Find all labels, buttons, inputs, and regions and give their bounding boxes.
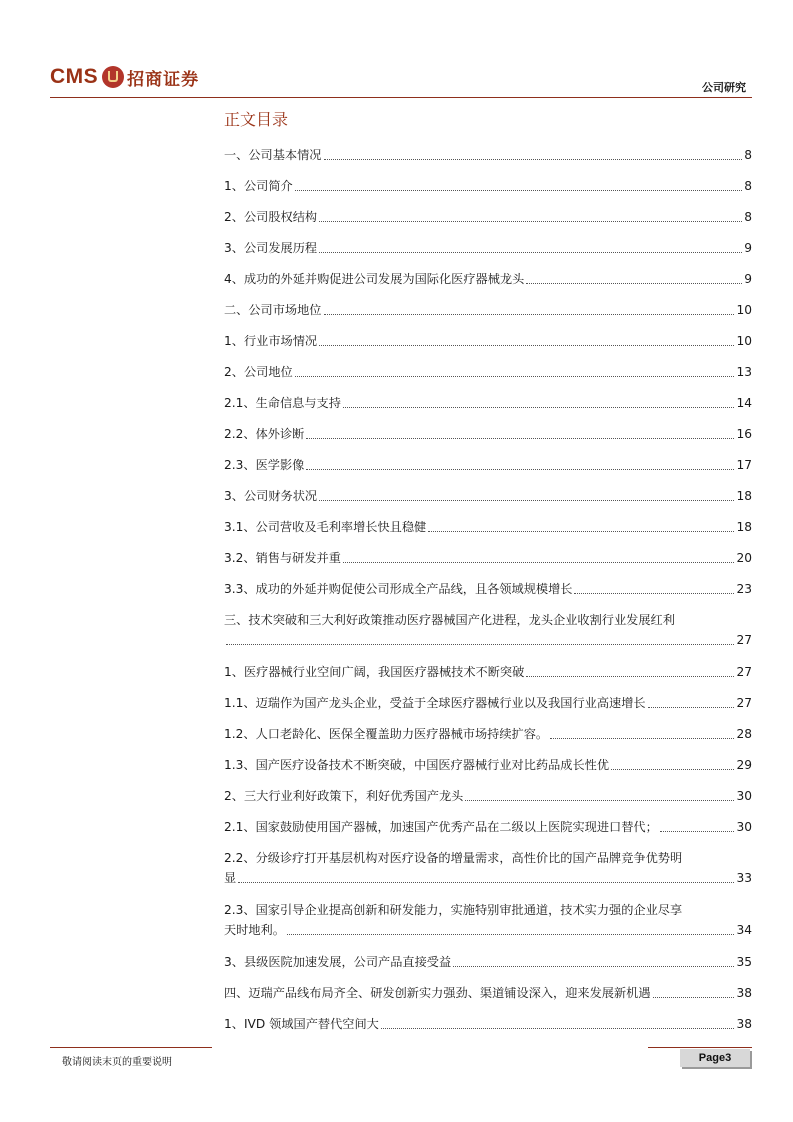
- toc-entry-page: 38: [736, 1017, 752, 1031]
- toc-entry[interactable]: [224, 1014, 752, 1045]
- toc-entry-title: 1、行业市场情况: [224, 334, 318, 348]
- logo-cms-text: CMS: [50, 65, 99, 88]
- dot-leader: [287, 920, 735, 935]
- toc-entry[interactable]: [224, 145, 752, 176]
- toc-entry[interactable]: [224, 393, 752, 424]
- toc-entry-page: 18: [736, 489, 752, 503]
- toc-entry-page: 8: [744, 179, 752, 193]
- toc-entry-title: 2、三大行业利好政策下，利好优秀国产龙头: [224, 789, 464, 803]
- toc-entry[interactable]: [224, 817, 752, 848]
- logo-badge-icon: [102, 66, 124, 88]
- toc-entry[interactable]: [224, 786, 752, 817]
- toc-entry-title: 二、公司市场地位: [224, 303, 322, 317]
- toc-entry-title-cont: 天时地利。: [224, 923, 285, 937]
- toc-entry-page: 10: [736, 303, 752, 317]
- page-number-badge: Page3: [680, 1049, 750, 1067]
- toc-entry-title: 2.2、体外诊断: [224, 427, 305, 441]
- toc-entry[interactable]: [224, 300, 752, 331]
- toc-entry-title-cont: 显: [224, 871, 237, 885]
- dot-leader: [343, 548, 735, 563]
- toc-entry-title: 3、公司发展历程: [224, 241, 318, 255]
- table-of-contents: [224, 145, 752, 1045]
- dot-leader: [295, 362, 735, 377]
- toc-entry[interactable]: [224, 900, 752, 952]
- toc-entry-page: 13: [736, 365, 752, 379]
- toc-entry-page: 30: [736, 789, 752, 803]
- dot-leader: [319, 486, 734, 501]
- dot-leader: [295, 176, 743, 191]
- dot-leader: [611, 755, 734, 770]
- toc-entry-page: 38: [736, 986, 752, 1000]
- dot-leader: [653, 983, 735, 998]
- toc-entry-page: 29: [736, 758, 752, 772]
- cms-logo: [50, 63, 199, 91]
- toc-entry[interactable]: [224, 693, 752, 724]
- dot-leader: [306, 455, 734, 470]
- toc-entry-title: 三、技术突破和三大利好政策推动医疗器械国产化进程，龙头企业收割行业发展红利: [224, 613, 675, 627]
- toc-entry-title: 2、公司股权结构: [224, 210, 318, 224]
- toc-entry[interactable]: [224, 331, 752, 362]
- footer-divider-right: [648, 1047, 752, 1048]
- toc-entry[interactable]: [224, 755, 752, 786]
- toc-entry-page: 20: [736, 551, 752, 565]
- toc-entry-title: 1、公司简介: [224, 179, 293, 193]
- footer-divider-left: [50, 1047, 212, 1048]
- toc-entry[interactable]: [224, 517, 752, 548]
- toc-entry-title: 3.2、销售与研发并重: [224, 551, 341, 565]
- toc-entry-page: 35: [736, 955, 752, 969]
- toc-entry[interactable]: [224, 176, 752, 207]
- dot-leader: [319, 238, 742, 253]
- toc-entry-title: 2.2、分级诊疗打开基层机构对医疗设备的增量需求，高性价比的国产品牌竞争优势明: [224, 851, 683, 865]
- dot-leader: [526, 662, 734, 677]
- toc-entry-page: 8: [744, 210, 752, 224]
- toc-entry-title: 1、医疗器械行业空间广阔，我国医疗器械技术不断突破: [224, 665, 525, 679]
- toc-entry-title: 2.1、国家鼓励使用国产器械，加速国产优秀产品在二级以上医院实现进口替代；: [224, 820, 658, 834]
- page-header: [50, 58, 752, 98]
- dot-leader: [226, 630, 734, 645]
- toc-entry-title: 一、公司基本情况: [224, 148, 322, 162]
- dot-leader: [465, 786, 734, 801]
- dot-leader: [306, 424, 734, 439]
- toc-entry[interactable]: [224, 848, 752, 900]
- toc-entry-title: 2、公司地位: [224, 365, 293, 379]
- toc-entry-page: 17: [736, 458, 752, 472]
- toc-entry-page: 9: [744, 272, 752, 286]
- toc-entry-page: 30: [736, 820, 752, 834]
- toc-entry-title: 2.3、医学影像: [224, 458, 305, 472]
- header-divider: [50, 97, 752, 98]
- toc-entry-title: 1、IVD 领域国产替代空间大: [224, 1017, 379, 1031]
- toc-entry[interactable]: [224, 610, 752, 662]
- toc-entry-page: 33: [736, 871, 752, 885]
- section-label: 公司研究: [702, 81, 746, 94]
- toc-entry-page: 27: [736, 633, 752, 647]
- dot-leader: [660, 817, 735, 832]
- toc-entry[interactable]: [224, 952, 752, 983]
- toc-entry[interactable]: [224, 579, 752, 610]
- dot-leader: [343, 393, 735, 408]
- toc-entry-page: 8: [744, 148, 752, 162]
- toc-entry-title: 1.1、迈瑞作为国产龙头企业，受益于全球医疗器械行业以及我国行业高速增长: [224, 696, 646, 710]
- toc-entry-page: 23: [736, 582, 752, 596]
- dot-leader: [453, 952, 734, 967]
- toc-entry[interactable]: [224, 269, 752, 300]
- toc-entry-page: 27: [736, 696, 752, 710]
- toc-entry-title: 3.3、成功的外延并购促使公司形成全产品线，且各领域规模增长: [224, 582, 573, 596]
- toc-entry-title: 4、成功的外延并购促进公司发展为国际化医疗器械龙头: [224, 272, 525, 286]
- toc-entry-title: 3.1、公司营收及毛利率增长快且稳健: [224, 520, 427, 534]
- toc-entry-title: 四、迈瑞产品线布局齐全、研发创新实力强劲、渠道铺设深入，迎来发展新机遇: [224, 986, 651, 1000]
- toc-entry[interactable]: [224, 455, 752, 486]
- toc-entry[interactable]: [224, 362, 752, 393]
- toc-entry-page: 16: [736, 427, 752, 441]
- toc-entry-title: 1.3、国产医疗设备技术不断突破，中国医疗器械行业对比药品成长性优: [224, 758, 610, 772]
- logo-cn-text: 招商证券: [127, 69, 200, 90]
- toc-entry[interactable]: [224, 548, 752, 579]
- toc-entry-title: 3、公司财务状况: [224, 489, 318, 503]
- dot-leader: [574, 579, 734, 594]
- toc-entry-page: 27: [736, 665, 752, 679]
- dot-leader: [648, 693, 735, 708]
- toc-entry-page: 34: [736, 923, 752, 937]
- toc-entry[interactable]: [224, 983, 752, 1014]
- toc-entry-page: 18: [736, 520, 752, 534]
- dot-leader: [324, 145, 743, 160]
- toc-entry-title: 2.3、国家引导企业提高创新和研发能力，实施特别审批通道，技术实力强的企业尽享: [224, 903, 683, 917]
- dot-leader: [319, 207, 742, 222]
- dot-leader: [381, 1014, 735, 1029]
- toc-entry[interactable]: [224, 724, 752, 755]
- dot-leader: [238, 868, 734, 883]
- toc-entry[interactable]: [224, 486, 752, 517]
- toc-entry-page: 14: [736, 396, 752, 410]
- toc-entry-page: 28: [736, 727, 752, 741]
- dot-leader: [526, 269, 742, 284]
- toc-entry-title: 1.2、人口老龄化、医保全覆盖助力医疗器械市场持续扩容。: [224, 727, 549, 741]
- toc-entry-page: 9: [744, 241, 752, 255]
- toc-entry-title: 2.1、生命信息与支持: [224, 396, 341, 410]
- dot-leader: [428, 517, 734, 532]
- toc-entry[interactable]: [224, 238, 752, 269]
- footer-note: 敬请阅读末页的重要说明: [62, 1057, 172, 1068]
- toc-entry-page: 10: [736, 334, 752, 348]
- dot-leader: [319, 331, 734, 346]
- toc-entry[interactable]: [224, 207, 752, 238]
- toc-entry[interactable]: [224, 662, 752, 693]
- toc-entry[interactable]: [224, 424, 752, 455]
- dot-leader: [550, 724, 734, 739]
- dot-leader: [324, 300, 735, 315]
- toc-title: 正文目录: [224, 110, 289, 129]
- toc-entry-title: 3、县级医院加速发展，公司产品直接受益: [224, 955, 452, 969]
